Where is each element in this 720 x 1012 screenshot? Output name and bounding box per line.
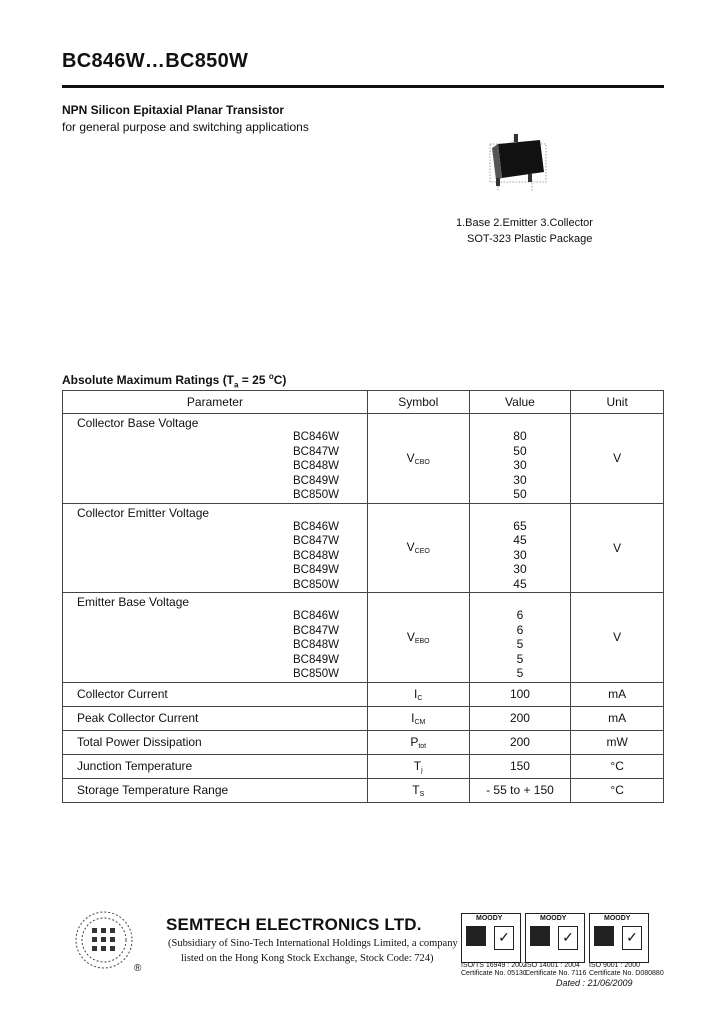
table-row bbox=[63, 778, 664, 802]
cert-mark-icon bbox=[466, 926, 486, 946]
parameter-label: Storage Temperature Range bbox=[77, 782, 229, 797]
cert-standard: ISO 9001 : 2000 bbox=[589, 962, 640, 969]
parameter-cell bbox=[63, 682, 368, 706]
variant-name: BC846W bbox=[293, 431, 340, 443]
values-cell bbox=[469, 593, 571, 683]
symbol-subscript: EBO bbox=[414, 637, 430, 645]
variant-name: BC848W bbox=[293, 549, 340, 562]
variant-name: BC849W bbox=[293, 653, 340, 666]
symbol bbox=[407, 540, 430, 554]
cert-check-icon: ✓ bbox=[494, 926, 514, 950]
value-text: 5 bbox=[516, 651, 524, 666]
parameter-label: Collector Current bbox=[77, 686, 168, 701]
symbol-subscript: tot bbox=[418, 742, 427, 750]
symbol-cell bbox=[367, 682, 469, 706]
value-text: 45 bbox=[513, 533, 527, 547]
symbol-subscript: CEO bbox=[414, 548, 430, 556]
variant-name: BC850W bbox=[293, 489, 340, 501]
unit-cell: mW bbox=[571, 730, 664, 754]
cert-standard: ISO/TS 16949 : 2002 bbox=[461, 962, 527, 969]
variant-list bbox=[63, 609, 367, 682]
value-text: 80 bbox=[513, 429, 527, 443]
variant-name: BC850W bbox=[293, 668, 340, 680]
pin-configuration: 1.Base 2.Emitter 3.Collector bbox=[456, 217, 593, 229]
parameter-cell bbox=[63, 706, 368, 730]
parameter-label: Total Power Dissipation bbox=[77, 734, 202, 749]
unit-cell: mA bbox=[571, 706, 664, 730]
iso-cert-badge bbox=[461, 913, 521, 963]
cert-check-icon: ✓ bbox=[558, 926, 578, 950]
value-text: 30 bbox=[513, 547, 527, 562]
iso-cert-badge bbox=[525, 913, 585, 963]
page-title: BC846W…BC850W bbox=[62, 50, 249, 72]
symbol bbox=[407, 630, 430, 644]
symbol bbox=[410, 735, 426, 749]
unit-cell: V bbox=[571, 503, 664, 593]
value-cell: 100 bbox=[469, 682, 571, 706]
parameter-label: Collector Base Voltage bbox=[77, 416, 199, 430]
value-text: 50 bbox=[513, 443, 527, 458]
symbol-subscript: j bbox=[421, 766, 423, 774]
col-value: Value bbox=[469, 391, 571, 414]
product-subtitle: NPN Silicon Epitaxial Planar Transistor bbox=[62, 103, 285, 117]
cert-standard: ISO 14001 : 2004 bbox=[525, 962, 580, 969]
col-symbol: Symbol bbox=[367, 391, 469, 414]
title-rule bbox=[62, 85, 664, 88]
symbol-cell bbox=[367, 754, 469, 778]
symbol-text: V bbox=[406, 450, 415, 465]
value-cell: - 55 to + 150 bbox=[469, 778, 571, 802]
symbol-text: I bbox=[411, 710, 415, 725]
sot323-package-image bbox=[484, 132, 556, 198]
value-text: 6 bbox=[516, 622, 524, 637]
variant-name: BC849W bbox=[293, 474, 340, 487]
symbol-subscript: CM bbox=[414, 718, 426, 726]
symbol bbox=[414, 759, 423, 773]
symbol-subscript: C bbox=[417, 694, 423, 702]
unit-cell: mA bbox=[571, 682, 664, 706]
variant-name: BC847W bbox=[293, 445, 340, 458]
unit-cell: °C bbox=[571, 754, 664, 778]
value-text: 30 bbox=[513, 458, 527, 472]
subsidiary-note: (Subsidiary of Sino-Tech International Holdings Limited, a company bbox=[168, 938, 458, 949]
symbol-cell bbox=[367, 503, 469, 593]
parameter-label: Collector Emitter Voltage bbox=[77, 505, 210, 520]
variant-name: BC847W bbox=[293, 624, 340, 637]
cert-brand: MOODY bbox=[604, 915, 631, 922]
parameter-label: Junction Temperature bbox=[77, 758, 193, 773]
table-row bbox=[63, 682, 664, 706]
symbol-cell bbox=[367, 593, 469, 683]
value-text: 45 bbox=[513, 576, 527, 591]
symbol-text: T bbox=[413, 758, 422, 773]
package-name: SOT-323 Plastic Package bbox=[467, 233, 593, 245]
table-header-row bbox=[63, 391, 664, 414]
symbol-cell bbox=[367, 778, 469, 802]
table-row bbox=[63, 754, 664, 778]
table-row bbox=[63, 706, 664, 730]
value-text: 5 bbox=[516, 637, 524, 651]
parameter-cell bbox=[63, 730, 368, 754]
cert-mark-icon bbox=[530, 926, 550, 946]
cert-number: Certificate No. D080880 bbox=[589, 970, 664, 977]
col-unit: Unit bbox=[571, 391, 664, 414]
value-text: 5 bbox=[516, 666, 524, 680]
cert-number: Certificate No. 05130 bbox=[461, 970, 527, 977]
parameter-cell bbox=[63, 778, 368, 802]
parameter-label: Peak Collector Current bbox=[77, 710, 199, 725]
symbol-subscript: S bbox=[419, 790, 425, 798]
symbol bbox=[412, 783, 424, 797]
symbol-cell bbox=[367, 706, 469, 730]
variant-list bbox=[63, 520, 367, 593]
value-text: 6 bbox=[516, 608, 524, 622]
symbol-text: V bbox=[406, 540, 415, 555]
dated-label: Dated : 21/06/2009 bbox=[556, 978, 633, 988]
variant-name: BC850W bbox=[293, 578, 340, 591]
symbol bbox=[411, 711, 425, 725]
symbol bbox=[414, 687, 422, 701]
variant-name: BC846W bbox=[293, 610, 340, 622]
symbol-text: T bbox=[412, 782, 420, 797]
table-row bbox=[63, 414, 664, 504]
iso-cert-badge bbox=[589, 913, 649, 963]
parameter-cell bbox=[63, 593, 368, 683]
symbol-cell bbox=[367, 730, 469, 754]
value-cell: 200 bbox=[469, 730, 571, 754]
cert-brand: MOODY bbox=[540, 915, 567, 922]
ratings-heading: Absolute Maximum Ratings ($T_a = 25$ $^o$C) bbox=[62, 372, 287, 390]
value-cell: 150 bbox=[469, 754, 571, 778]
parameter-cell bbox=[63, 754, 368, 778]
symbol-subscript: CBO bbox=[414, 458, 430, 466]
value-cell: 200 bbox=[469, 706, 571, 730]
listing-note: listed on the Hong Kong Stock Exchange, Stock Code: 724) bbox=[181, 953, 434, 964]
cert-number: Certificate No. 7116 bbox=[525, 970, 587, 977]
symbol-cell bbox=[367, 414, 469, 504]
registered-mark: ® bbox=[134, 963, 142, 974]
table-row bbox=[63, 593, 664, 683]
variant-name: BC848W bbox=[293, 639, 340, 651]
symbol-text: V bbox=[406, 629, 415, 644]
variant-name: BC849W bbox=[293, 564, 340, 576]
table-row bbox=[63, 503, 664, 593]
symbol-text: I bbox=[414, 686, 418, 701]
cert-check-icon: ✓ bbox=[622, 926, 642, 950]
values-cell bbox=[469, 503, 571, 593]
parameter-cell bbox=[63, 503, 368, 593]
values-cell bbox=[469, 414, 571, 504]
ratings-table bbox=[62, 390, 664, 803]
variant-list bbox=[63, 430, 367, 503]
unit-cell: V bbox=[571, 414, 664, 504]
value-text: 30 bbox=[513, 562, 527, 576]
unit-cell: V bbox=[571, 593, 664, 683]
value-text: 30 bbox=[513, 472, 527, 487]
col-parameter: Parameter bbox=[63, 391, 368, 414]
variant-name: BC847W bbox=[293, 535, 340, 547]
symbol-text: P bbox=[410, 734, 419, 749]
symbol bbox=[407, 451, 430, 465]
product-description: for general purpose and switching applications bbox=[62, 120, 309, 134]
variant-name: BC848W bbox=[293, 460, 340, 472]
cert-mark-icon bbox=[594, 926, 614, 946]
unit-cell: °C bbox=[571, 778, 664, 802]
table-row bbox=[63, 730, 664, 754]
parameter-label: Emitter Base Voltage bbox=[77, 595, 190, 609]
value-text: 65 bbox=[513, 518, 527, 533]
value-text: 50 bbox=[513, 487, 527, 501]
parameter-cell bbox=[63, 414, 368, 504]
semtech-logo bbox=[74, 910, 134, 970]
company-name: SEMTECH ELECTRONICS LTD. bbox=[166, 915, 422, 934]
cert-brand: MOODY bbox=[476, 915, 503, 922]
variant-name: BC846W bbox=[293, 520, 340, 533]
